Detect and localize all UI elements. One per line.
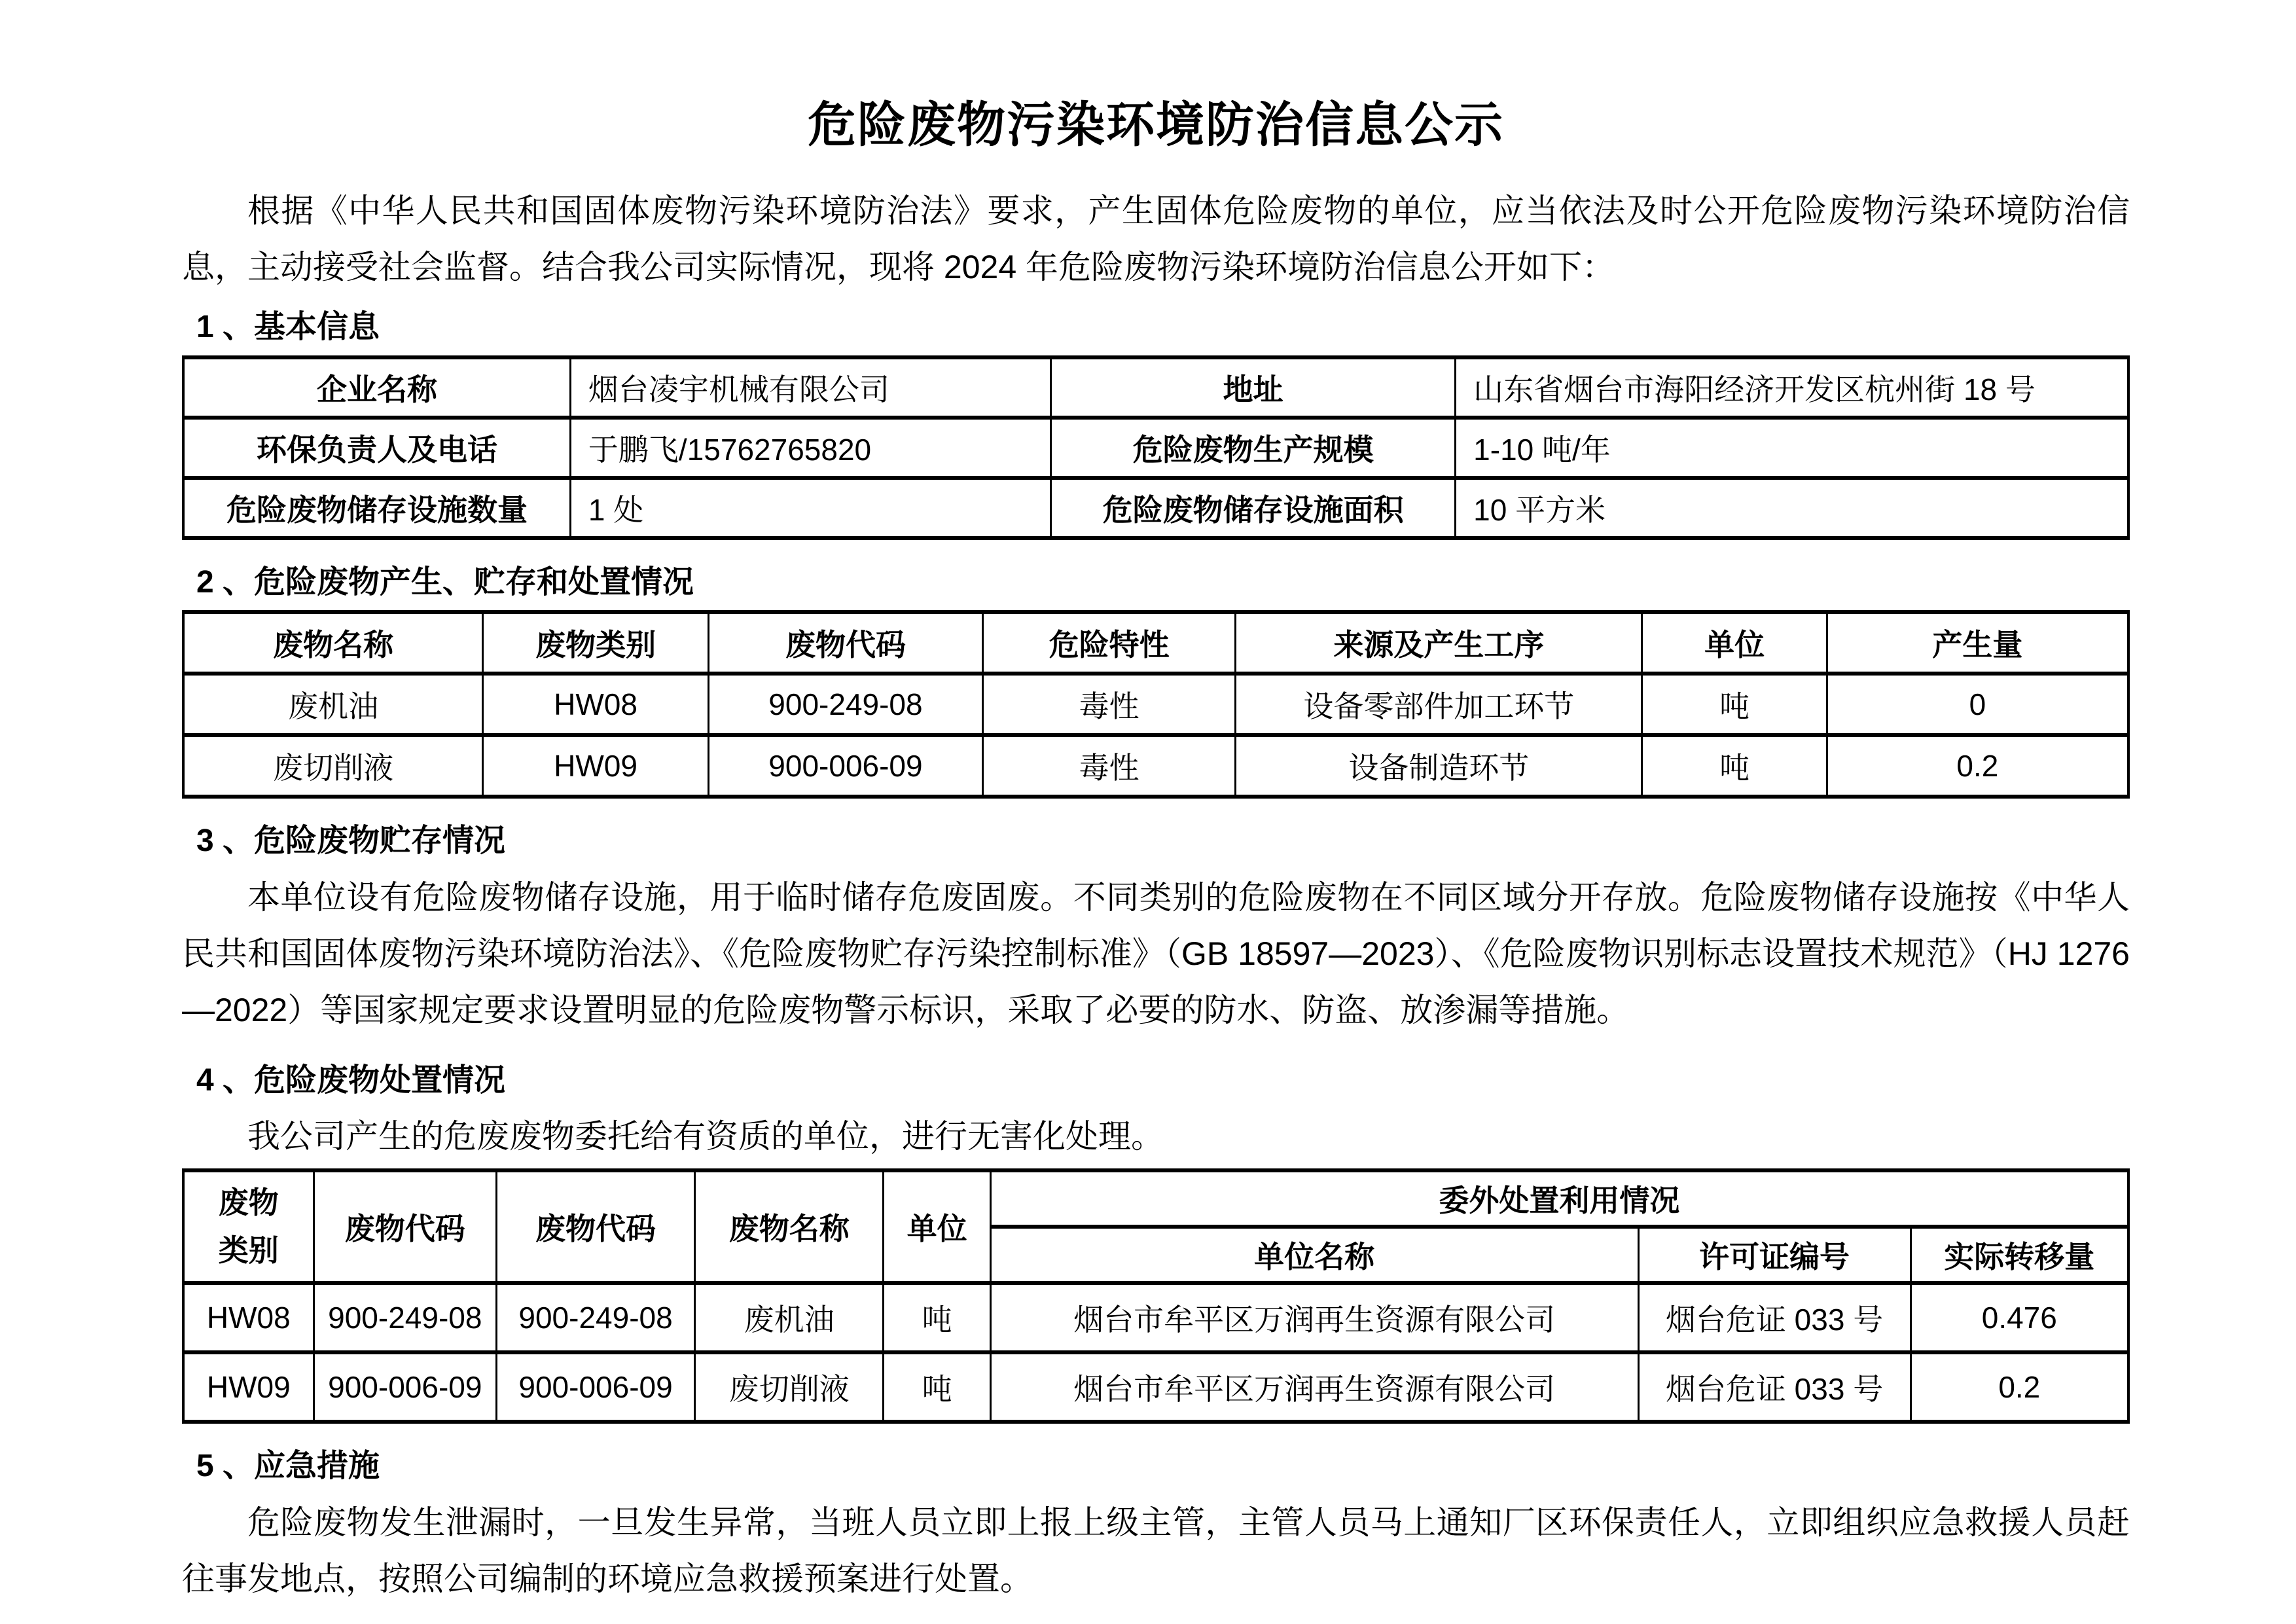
table-header-row <box>183 612 2128 674</box>
section-3-heading: 3 、危险废物贮存情况 <box>196 823 506 859</box>
column-header: 危险特性 <box>982 612 1235 674</box>
table-row <box>183 674 2128 735</box>
column-header: 废物代码 <box>496 1170 694 1283</box>
table-cell: HW09 <box>483 735 709 797</box>
emergency-paragraph: 危险废物发生泄漏时，一旦发生异常，当班人员立即上报上级主管，主管人员马上通知厂区环保责任人，立即组织应急救援人员赶往事发地点，按照公司编制的环境应急救援预案进行处置。 <box>182 1504 2130 1598</box>
column-header: 废物代码 <box>314 1170 496 1283</box>
basic-info-value: 10 平方米 <box>1456 478 2128 538</box>
table-cell: 0 <box>1827 674 2128 735</box>
table-cell: 900-006-09 <box>708 735 982 797</box>
table-cell: 设备制造环节 <box>1236 735 1642 797</box>
column-header: 实际转移量 <box>1910 1227 2128 1283</box>
table-row <box>183 735 2128 797</box>
column-header: 单位名称 <box>990 1227 1638 1283</box>
basic-info-label: 危险废物储存设施面积 <box>1051 478 1456 538</box>
table-cell: 吨 <box>884 1352 990 1422</box>
group-column-header: 委外处置利用情况 <box>990 1170 2128 1227</box>
column-header: 废物代码 <box>708 612 982 674</box>
table-cell: 900-249-08 <box>708 674 982 735</box>
storage-paragraph: 本单位设有危险废物储存设施，用于临时储存危废固废。不同类别的危险废物在不同区域分开存放。危险废物储存设施按《中华人民共和国固体废物污染环境防治法》、《危险废物贮存污染控制标准》（GB 18597—2023）、《危险废物识别标志设置技术规范》（HJ 1276—2022）等国家规定要求设置明显的危险废物警示标识，采取了必要的防水、防盗、放渗漏等措施。 <box>182 878 2130 1028</box>
table-cell: 烟台危证 033 号 <box>1638 1283 1910 1352</box>
section-1-heading: 1 、基本信息 <box>196 310 380 345</box>
table-cell: 烟台危证 033 号 <box>1638 1352 1910 1422</box>
table-header-row <box>183 1170 2128 1227</box>
table-cell: 毒性 <box>982 735 1235 797</box>
column-header: 废物类别 <box>483 612 709 674</box>
column-header: 单位 <box>1642 612 1827 674</box>
basic-info-table <box>182 355 2130 540</box>
basic-info-value: 山东省烟台市海阳经济开发区杭州街 18 号 <box>1456 357 2128 418</box>
table-cell: 设备零部件加工环节 <box>1236 674 1642 735</box>
table-cell: 900-006-09 <box>496 1352 694 1422</box>
section-5-heading: 5 、应急措施 <box>196 1449 380 1484</box>
basic-info-label: 企业名称 <box>183 357 570 418</box>
basic-info-label: 危险废物生产规模 <box>1051 418 1456 478</box>
basic-info-value: 于鹏飞/15762765820 <box>570 418 1050 478</box>
column-header: 废物名称 <box>183 612 483 674</box>
table-cell: 0.2 <box>1827 735 2128 797</box>
disposal-table <box>182 1168 2130 1424</box>
section-4-heading: 4 、危险废物处置情况 <box>196 1062 506 1098</box>
basic-info-label: 危险废物储存设施数量 <box>183 478 570 538</box>
table-cell: 0.2 <box>1910 1352 2128 1422</box>
table-cell: 900-249-08 <box>314 1283 496 1352</box>
column-header: 来源及产生工序 <box>1236 612 1642 674</box>
column-header: 许可证编号 <box>1638 1227 1910 1283</box>
table-row <box>183 478 2128 538</box>
table-cell: 吨 <box>884 1283 990 1352</box>
basic-info-value: 1 处 <box>570 478 1050 538</box>
table-cell: 烟台市牟平区万润再生资源有限公司 <box>990 1352 1638 1422</box>
section-2-heading: 2 、危险废物产生、贮存和处置情况 <box>196 564 694 600</box>
table-cell: 毒性 <box>982 674 1235 735</box>
table-row <box>183 418 2128 478</box>
table-row <box>183 357 2128 418</box>
basic-info-value: 烟台凌宇机械有限公司 <box>570 357 1050 418</box>
table-cell: 吨 <box>1642 735 1827 797</box>
table-cell: 900-249-08 <box>496 1283 694 1352</box>
table-cell: 废机油 <box>183 674 483 735</box>
basic-info-label: 地址 <box>1051 357 1456 418</box>
table-cell: 吨 <box>1642 674 1827 735</box>
table-row <box>183 1283 2128 1352</box>
table-cell: 废机油 <box>695 1283 884 1352</box>
table-cell: 废切削液 <box>695 1352 884 1422</box>
waste-generation-table <box>182 610 2130 799</box>
table-cell: HW08 <box>483 674 709 735</box>
page-title: 危险废物污染环境防治信息公示 <box>808 98 1504 152</box>
table-cell: HW09 <box>183 1352 314 1422</box>
table-row <box>183 1352 2128 1422</box>
table-cell: 0.476 <box>1910 1283 2128 1352</box>
table-cell: HW08 <box>183 1283 314 1352</box>
disposal-paragraph: 我公司产生的危废废物委托给有资质的单位，进行无害化处理。 <box>247 1118 1164 1155</box>
table-cell: 废切削液 <box>183 735 483 797</box>
table-cell: 900-006-09 <box>314 1352 496 1422</box>
column-header: 单位 <box>884 1170 990 1283</box>
column-header: 废物名称 <box>695 1170 884 1283</box>
intro-paragraph: 根据《中华人民共和国固体废物污染环境防治法》要求，产生固体危险废物的单位，应当依法及时公开危险废物污染环境防治信息，主动接受社会监督。结合我公司实际情况，现将 2024 年危险废物污染环境防治信息公开如下： <box>182 192 2130 286</box>
column-header: 废物类别 <box>183 1170 314 1283</box>
basic-info-label: 环保负责人及电话 <box>183 418 570 478</box>
table-cell: 烟台市牟平区万润再生资源有限公司 <box>990 1283 1638 1352</box>
column-header: 产生量 <box>1827 612 2128 674</box>
basic-info-value: 1-10 吨/年 <box>1456 418 2128 478</box>
